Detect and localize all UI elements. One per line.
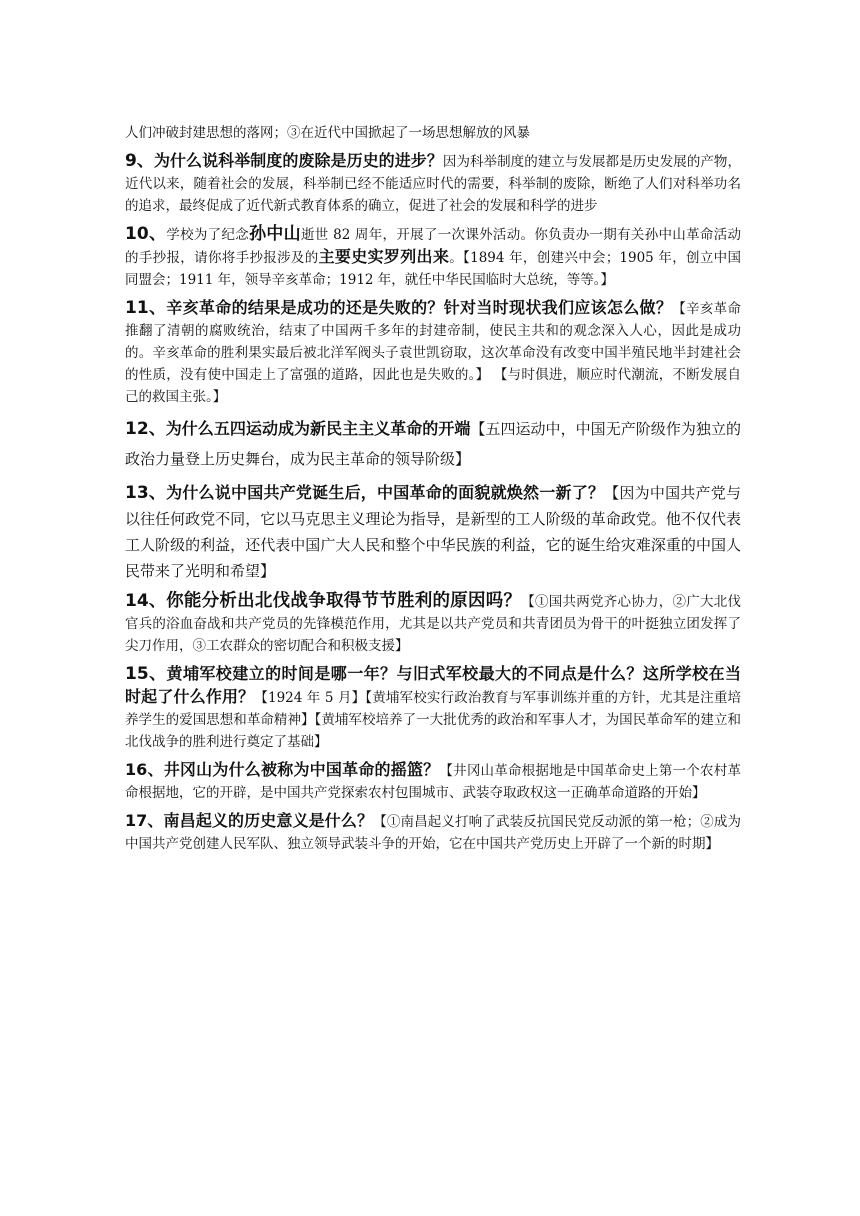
question-17 [125,810,741,855]
emphasized-text: 主要史实罗列出来 [318,247,450,266]
question-number: 16、 [125,760,164,779]
question-number: 14、 [125,591,167,611]
question-14 [125,590,741,657]
question-number: 15、 [125,664,167,684]
answer-text: 【①国共两党齐心协力，②广大北伐官兵的浴血奋战和共产党员的先锋模范作用，尤其是以共产党员和共青团员为骨干的叶挺独立团发挥了尖刀作用，③工农群众的密切配合和积极支援】 [125,594,742,654]
question-text-pre: 学校为了纪念 [166,227,250,243]
question-9 [125,150,741,217]
answer-text: 【因为中国共产党与以往任何政党不同，它以马克思主义理论为指导，是新型的工人阶级的革命政党。他不仅代表工人阶级的利益，还代表中国广大人民和整个中华民族的利益，它的诞生给灾难深重的中国人民带来了光明和希望】 [125,484,741,580]
question-text: 为什么说中国共产党诞生后，中国革命的面貌就焕然一新了？ [166,483,605,502]
question-number: 9、 [125,151,154,171]
answer-text: 。【1894 年，创建兴中会；1905 年，创立中国同盟会；1911 年，领导辛亥革命；1912 年，就任中华民国临时大总统，等等。】 [125,250,742,288]
question-text-mid: 逝世 82 周年，开展了一次课外活动。你负责办一期有关孙中山革命活动的手抄报，请你将手抄报涉及的 [125,227,742,266]
question-number: 17、 [125,811,164,830]
question-number: 13、 [125,483,167,503]
question-number: 12、 [125,419,166,439]
question-12 [125,414,741,474]
question-text: 为什么五四运动成为新民主主义革命的开端 [165,419,471,438]
question-10 [125,223,741,291]
question-text: 南昌起义的历史意义是什么？ [163,811,374,830]
intro-line: 人们冲破封建思想的落网；③在近代中国掀起了一场思想解放的风暴 [125,125,530,141]
answer-text: 因为科举制度的建立与发展都是历史发展的产物，近代以来，随着社会的发展，科举制已经不能适应时代的需要，科举制的废除，断绝了人们对科举功名的追求，最终促成了近代新式教育体系的确立，促进了社会的发展和科学的进步 [125,154,741,214]
answer-text: 【①南昌起义打响了武装反抗国民党反动派的第一枪；②成为中国共产党创建人民军队、独立领导武装斗争的开始，它在中国共产党历史上开辟了一个新的时期】 [125,814,741,852]
answer-text: 【井冈山革命根据地是中国革命史上第一个农村革命根据地，它的开辟，是中国共产党探索农村包围城市、武装夺取政权这一正确革命道路的开始】 [125,763,741,801]
question-text: 你能分析出北伐战争取得节节胜利的原因吗？ [166,591,522,611]
question-13 [125,480,741,584]
question-16 [125,759,741,804]
question-15 [125,663,741,753]
document-body [125,122,741,861]
highlighted-name: 孙中山 [249,224,301,244]
question-text: 辛亥革命的结果是成功的还是失败的？针对当时现状我们应该怎么做？ [166,298,673,317]
answer-text: 【辛亥革命推翻了清朝的腐败统治，结束了中国两千多年的封建帝制，使民主共和的观念深入人心，因此是成功的。辛亥革命的胜利果实最后被北洋军阀头子袁世凯窃取，这次革命没有改变中国半殖民地半封建社会的性质，没有使中国走上了富强的道路，因此也是失败的。】 【与时俱进，顺应时代潮流，不断发展自己的救国主张。】 [125,301,741,405]
question-text: 黄埔军校建立的时间是哪一年？与旧式军校最大的不同点是什么？这所学校在当时起了什么作用？ [125,664,741,706]
question-number: 11、 [125,298,167,318]
question-number: 10、 [125,224,167,244]
answer-text: 【五四运动中，中国无产阶级作为独立的政治力量登上历史舞台，成为民主革命的领导阶级】 [125,420,741,468]
answer-text: 【1924 年 5 月】【黄埔军校实行政治教育与军事训练并重的方针，尤其是注重培养学生的爱国思想和革命精神】【黄埔军校培养了一大批优秀的政治和军事人才，为国民革命军的建立和北伐战争的胜利进行奠定了基础】 [125,690,741,750]
question-11 [125,297,741,408]
question-text: 井冈山为什么被称为中国革命的摇篮？ [163,760,440,779]
question-text: 为什么说科举制度的废除是历史的进步？ [153,151,443,170]
